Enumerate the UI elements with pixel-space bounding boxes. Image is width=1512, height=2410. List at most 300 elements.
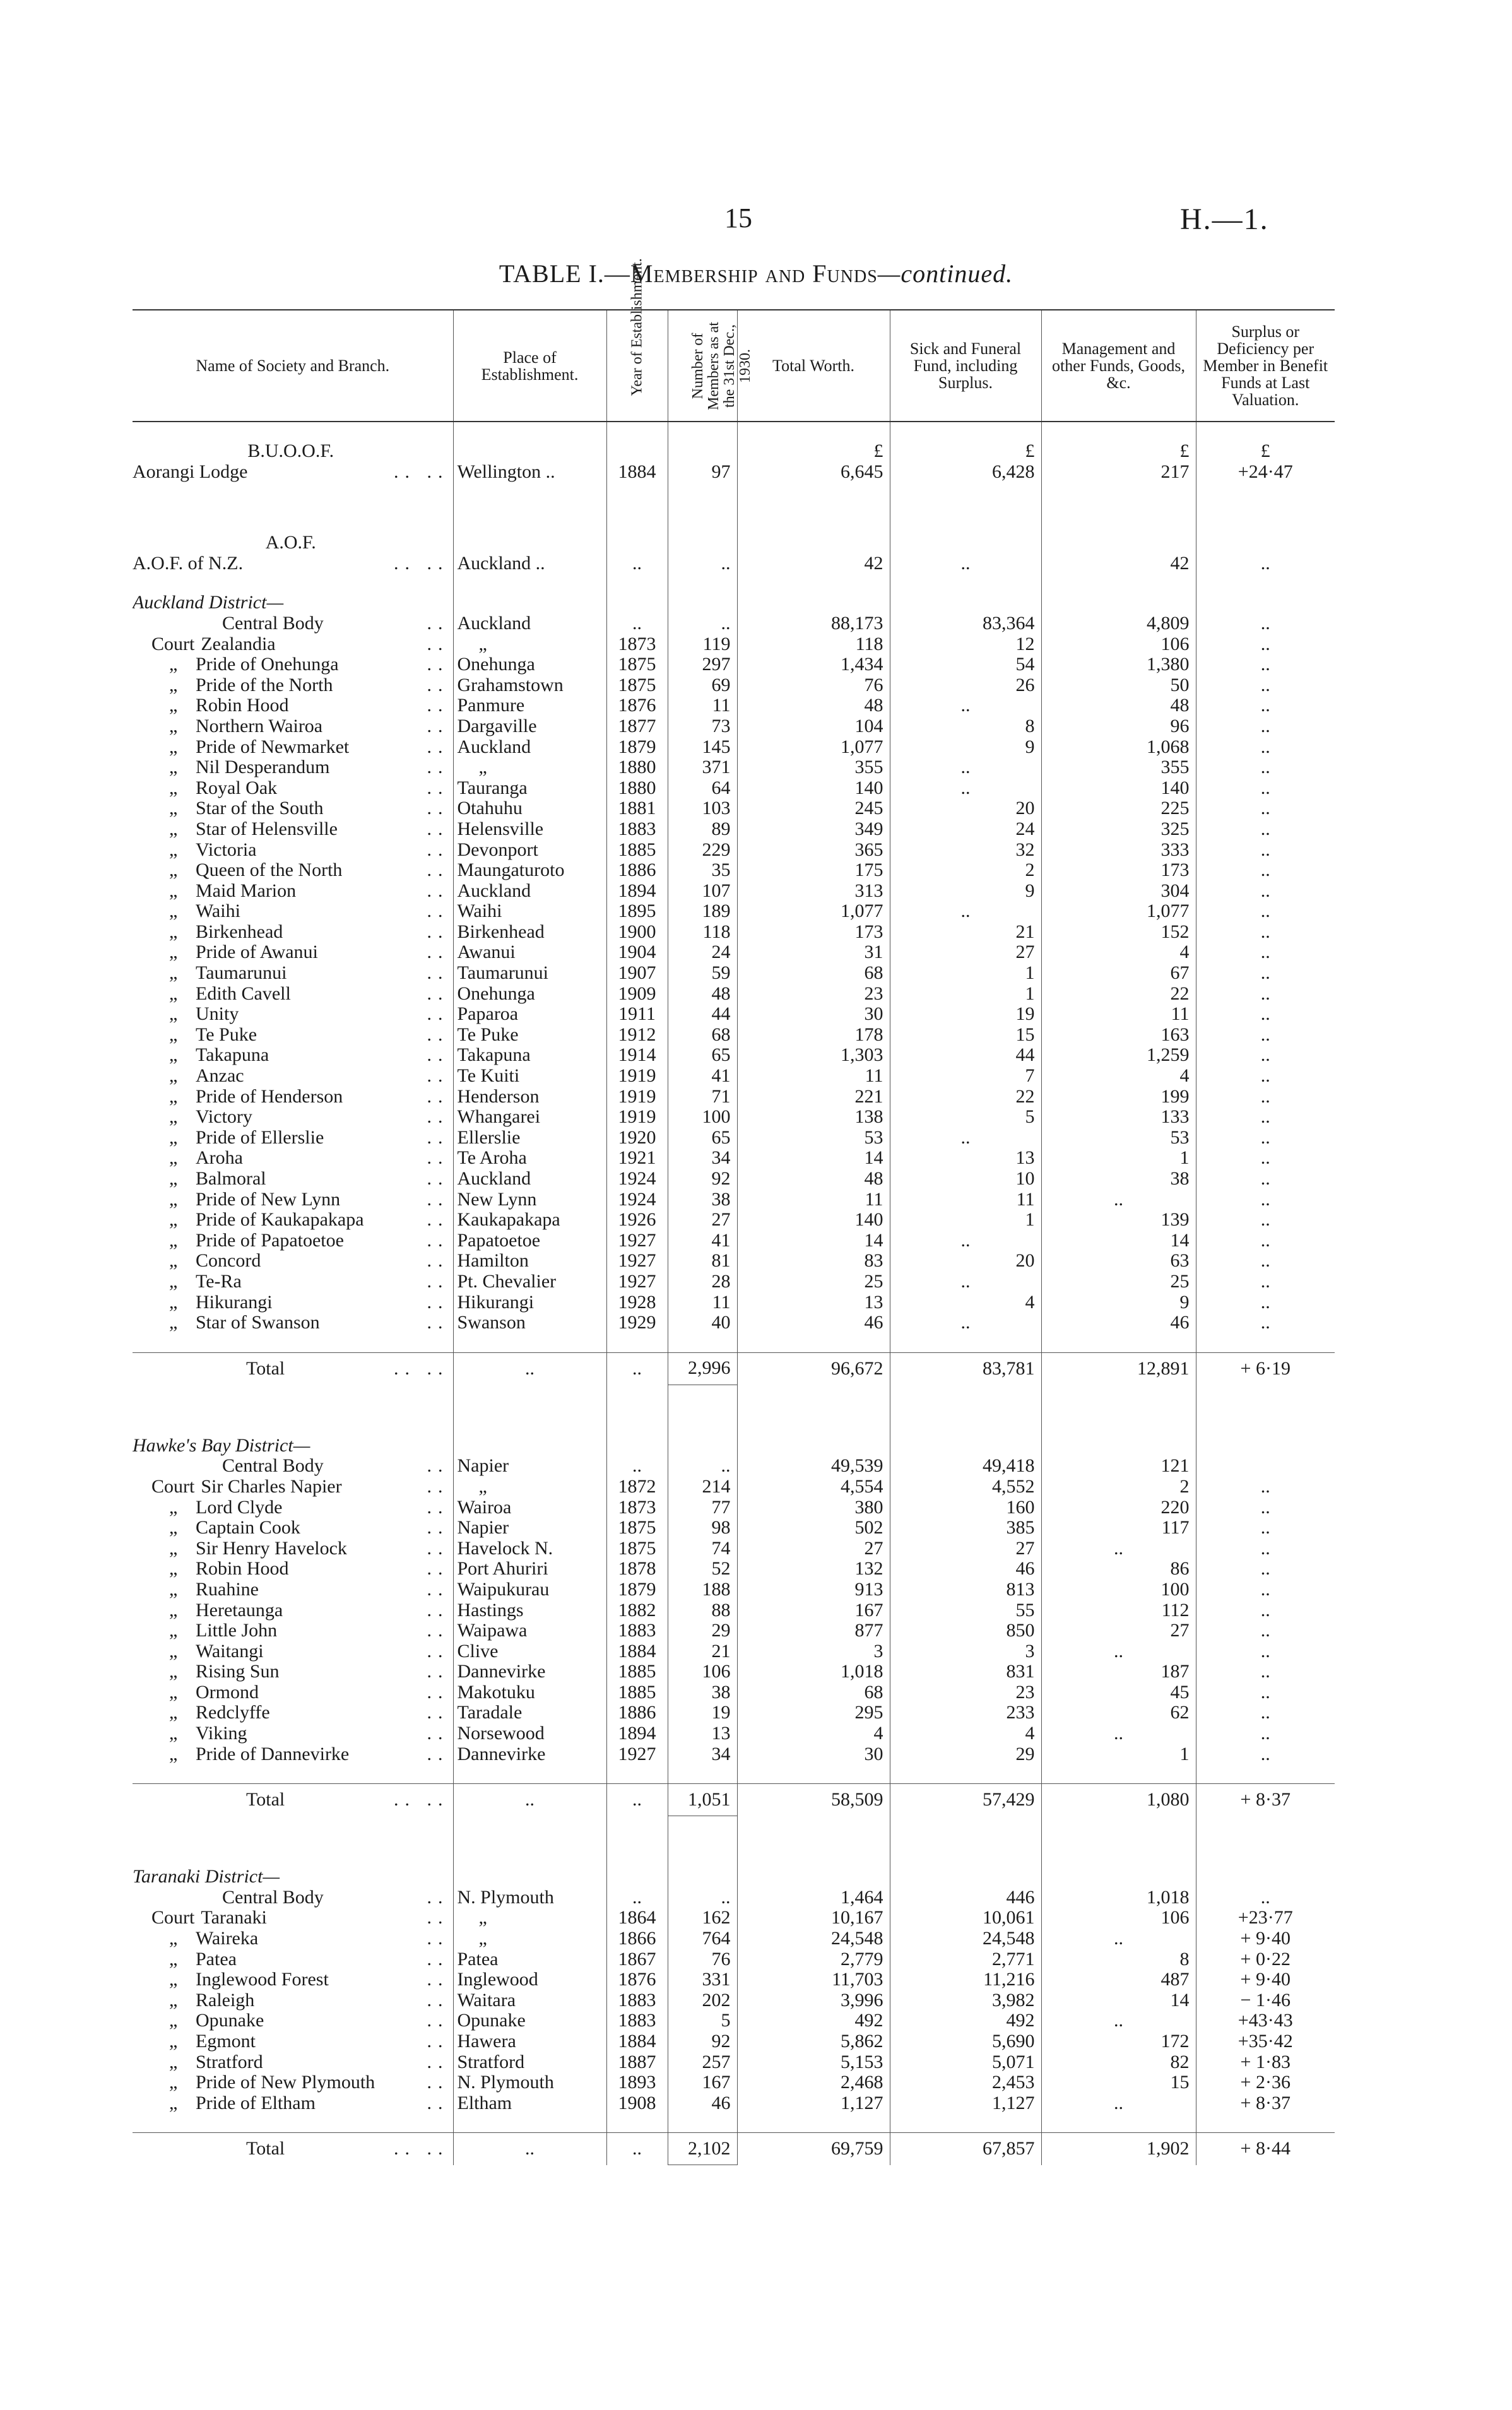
branch-name: „ Te Puke .. <box>169 1024 449 1045</box>
management-fund: 1,259 <box>1041 1045 1196 1066</box>
management-fund: 48 <box>1041 695 1196 716</box>
management-fund: .. <box>1041 1723 1196 1744</box>
year: 1907 <box>606 963 668 984</box>
table-row <box>133 1456 1335 1477</box>
table-row <box>133 1518 1335 1539</box>
year: 1908 <box>606 2093 668 2114</box>
management-fund: 4 <box>1041 1066 1196 1087</box>
branch-label: Ruahine <box>196 1579 259 1600</box>
management-fund: 112 <box>1041 1600 1196 1621</box>
document-reference: H.—1. <box>1180 203 1269 236</box>
sick-funeral-fund: 8 <box>890 716 1041 737</box>
branch-name: „ Waireka .. <box>169 1929 449 1949</box>
year: 1919 <box>606 1087 668 1108</box>
surplus: .. <box>1196 1292 1335 1313</box>
place: Tauranga <box>453 778 606 799</box>
col-header-members <box>668 310 753 422</box>
year: 1885 <box>606 1682 668 1703</box>
total-worth: 53 <box>737 1128 890 1149</box>
sick-funeral-fund: 492 <box>890 2011 1041 2031</box>
members: 92 <box>668 2031 737 2052</box>
year: 1873 <box>606 634 668 655</box>
place: Taumarunui <box>453 963 606 984</box>
branch-label: Pride of Henderson <box>196 1086 343 1107</box>
branch-label: Unity <box>196 1004 239 1025</box>
members: 74 <box>668 1539 737 1559</box>
branch-prefix: „ <box>169 1210 178 1231</box>
sick-funeral-fund: 11 <box>890 1190 1041 1210</box>
members: 35 <box>668 860 737 881</box>
branch-name: „ Te-Ra .. <box>169 1271 449 1292</box>
year: 1875 <box>606 1539 668 1559</box>
surplus: .. <box>1196 1190 1335 1210</box>
management-fund: .. <box>1041 1929 1196 1949</box>
surplus: .. <box>1196 922 1335 943</box>
branch-label: Victoria <box>196 839 257 860</box>
place: Eltham <box>453 2093 606 2114</box>
sick-funeral-fund: .. <box>890 1272 1041 1292</box>
branch-name: „ Pride of New Lynn .. <box>169 1189 449 1210</box>
place: Takapuna <box>453 1045 606 1066</box>
sick-funeral-fund: 850 <box>890 1621 1041 1641</box>
year: 1873 <box>606 1497 668 1518</box>
branch-name: „ Star of Helensville .. <box>169 818 449 839</box>
members: 21 <box>668 1641 737 1662</box>
management-fund: .. <box>1041 1641 1196 1662</box>
branch-name: Central Body .. <box>222 613 449 634</box>
branch-name: Central Body .. <box>222 1887 449 1908</box>
branch-name: „ Patea .. <box>169 1949 449 1970</box>
place: Waihi <box>453 901 606 922</box>
table-row <box>133 613 1335 634</box>
year: 1875 <box>606 675 668 696</box>
branch-prefix: „ <box>169 798 178 819</box>
branch-prefix: „ <box>169 1107 178 1128</box>
branch-label: Aroha <box>196 1148 243 1169</box>
year: 1926 <box>606 1210 668 1231</box>
table-row <box>133 1087 1335 1108</box>
branch-prefix: „ <box>169 1230 178 1251</box>
total-worth: 178 <box>737 1025 890 1046</box>
place: Panmure <box>453 695 606 716</box>
place: Auckland <box>453 881 606 902</box>
surplus: + 2·36 <box>1196 2072 1335 2093</box>
total-worth: 23 <box>737 984 890 1005</box>
place: Henderson <box>453 1087 606 1108</box>
surplus: .. <box>1196 840 1335 861</box>
branch-prefix: Court <box>151 1476 195 1497</box>
total-worth: 221 <box>737 1087 890 1108</box>
branch-prefix: „ <box>169 2093 178 2113</box>
surplus: .. <box>1196 1128 1335 1149</box>
branch-label: Inglewood Forest <box>196 1970 329 1990</box>
place: Pt. Chevalier <box>453 1272 606 1292</box>
branch-name: „ Little John .. <box>169 1621 449 1641</box>
table-row <box>133 462 1335 483</box>
sick-funeral-fund: 83,364 <box>890 613 1041 634</box>
management-fund: .. <box>1041 2011 1196 2031</box>
surplus: +23·77 <box>1196 1908 1335 1929</box>
surplus: + 9·40 <box>1196 1929 1335 1949</box>
branch-prefix: „ <box>169 1662 178 1682</box>
branch-name: „ Star of Swanson .. <box>169 1313 449 1333</box>
sick-funeral-fund: 29 <box>890 1744 1041 1765</box>
total-worth: 58,509 <box>737 1784 890 1816</box>
surplus: .. <box>1196 716 1335 737</box>
management-fund: 152 <box>1041 922 1196 943</box>
table-row <box>133 778 1335 799</box>
surplus: .. <box>1196 1497 1335 1518</box>
branch-label: Victory <box>196 1107 252 1128</box>
table-row <box>133 1190 1335 1210</box>
place: N. Plymouth <box>453 2072 606 2093</box>
branch-name: „ Aroha .. <box>169 1148 449 1169</box>
sick-funeral-fund: 10,061 <box>890 1908 1041 1929</box>
table-title-main: Membership and Funds <box>630 259 878 288</box>
branch-prefix: „ <box>169 1292 178 1313</box>
members: .. <box>668 1887 737 1908</box>
year: 1911 <box>606 1004 668 1025</box>
col-header-place: Place of Establishment. <box>453 310 606 422</box>
surplus: .. <box>1196 1682 1335 1703</box>
branch-prefix: Court <box>151 634 195 654</box>
header-row <box>133 310 1335 422</box>
year: 1885 <box>606 840 668 861</box>
table-row <box>133 1970 1335 1990</box>
total-sick-funeral-fund: 57,429 <box>890 1784 1041 1816</box>
sick-funeral-fund: 5,071 <box>890 2052 1041 2073</box>
surplus: .. <box>1196 1539 1335 1559</box>
branch-prefix: „ <box>169 983 178 1004</box>
year: 1919 <box>606 1107 668 1128</box>
surplus: .. <box>1196 1621 1335 1641</box>
branch-prefix: „ <box>169 2031 178 2052</box>
surplus: .. <box>1196 984 1335 1005</box>
year: 1928 <box>606 1292 668 1313</box>
branch-label: Anzac <box>196 1066 244 1087</box>
branch-label: Balmoral <box>196 1169 266 1189</box>
sick-funeral-fund: 26 <box>890 675 1041 696</box>
sick-funeral-fund: 1 <box>890 984 1041 1005</box>
sick-funeral-fund: 24,548 <box>890 1929 1041 1949</box>
total-worth: 49,539 <box>737 1456 890 1477</box>
branch-label: Pride of Ellerslie <box>196 1127 324 1148</box>
total-worth: 31 <box>737 942 890 963</box>
branch-name: „ Pride of Kaukapakapa .. <box>169 1210 449 1231</box>
year: 1893 <box>606 2072 668 2093</box>
management-fund: 50 <box>1041 675 1196 696</box>
surplus: .. <box>1196 675 1335 696</box>
table-row <box>133 1045 1335 1066</box>
branch-prefix: „ <box>169 1497 178 1518</box>
members: 64 <box>668 778 737 799</box>
total-worth: 355 <box>737 757 890 778</box>
table-row <box>133 634 1335 655</box>
branch-label: Te Puke <box>196 1024 257 1045</box>
place: Waipukurau <box>453 1580 606 1600</box>
sick-funeral-fund: 15 <box>890 1025 1041 1046</box>
year: 1919 <box>606 1066 668 1087</box>
branch-name: „ Pride of Onehunga .. <box>169 654 449 675</box>
branch-prefix: „ <box>169 901 178 922</box>
sick-funeral-fund: .. <box>890 695 1041 716</box>
branch-label: Sir Charles Napier <box>201 1476 342 1497</box>
table-row <box>133 1908 1335 1929</box>
management-fund: 14 <box>1041 1990 1196 2011</box>
total-sick-funeral-fund: 67,857 <box>890 2133 1041 2165</box>
management-fund: 140 <box>1041 778 1196 799</box>
members: 38 <box>668 1190 737 1210</box>
branch-label: Lord Clyde <box>196 1497 283 1518</box>
branch-name: „ Waihi .. <box>169 901 449 922</box>
members: 214 <box>668 1477 737 1497</box>
branch-prefix: „ <box>169 1518 178 1539</box>
total-worth: 11 <box>737 1190 890 1210</box>
year: 1886 <box>606 1703 668 1723</box>
place: Havelock N. <box>453 1539 606 1559</box>
management-fund: 96 <box>1041 716 1196 737</box>
branch-name: „ Nil Desperandum .. <box>169 757 449 778</box>
branch-prefix: „ <box>169 1641 178 1662</box>
management-fund: .. <box>1041 2093 1196 2114</box>
management-fund: 121 <box>1041 1456 1196 1477</box>
members: 69 <box>668 675 737 696</box>
surplus: .. <box>1196 1087 1335 1108</box>
place: Opunake <box>453 2011 606 2031</box>
branch-prefix: „ <box>169 716 178 736</box>
sick-funeral-fund: 49,418 <box>890 1456 1041 1477</box>
col-header-worth: Total Worth. <box>737 310 890 422</box>
place: Norsewood <box>453 1723 606 1744</box>
branch-name: „ Pride of Papatoetoe .. <box>169 1230 449 1251</box>
branch-label: Edith Cavell <box>196 983 291 1004</box>
surplus: .. <box>1196 881 1335 902</box>
branch-label: Star of the South <box>196 798 324 819</box>
branch-label: Central Body <box>222 1887 324 1908</box>
total-worth: 492 <box>737 2011 890 2031</box>
management-fund: 100 <box>1041 1580 1196 1600</box>
branch-label: Maid Marion <box>196 880 297 901</box>
branch-prefix: „ <box>169 1251 178 1272</box>
management-fund: 220 <box>1041 1497 1196 1518</box>
total-worth: 25 <box>737 1272 890 1292</box>
sick-funeral-fund: 9 <box>890 881 1041 902</box>
branch-name: „ Viking .. <box>169 1723 449 1744</box>
total-worth: 83 <box>737 1251 890 1272</box>
members: 100 <box>668 1107 737 1128</box>
table-row <box>133 2052 1335 2073</box>
management-fund: 355 <box>1041 757 1196 778</box>
table-row <box>133 1231 1335 1251</box>
year: 1924 <box>606 1190 668 1210</box>
table-row <box>133 963 1335 984</box>
sick-funeral-fund: 5 <box>890 1107 1041 1128</box>
branch-label: Ormond <box>196 1682 259 1703</box>
branch-label: Pride of Kaukapakapa <box>196 1210 364 1231</box>
branch-label: Viking <box>196 1723 247 1744</box>
surplus: .. <box>1196 942 1335 963</box>
surplus: .. <box>1196 798 1335 819</box>
total-worth: 6,645 <box>737 462 890 483</box>
year: 1894 <box>606 1723 668 1744</box>
sick-funeral-fund: 233 <box>890 1703 1041 1723</box>
branch-name: „ Egmont .. <box>169 2031 449 2052</box>
branch-name: „ Takapuna .. <box>169 1045 449 1066</box>
unit-pound: £ <box>1196 441 1335 462</box>
branch-label: Egmont <box>196 2031 256 2052</box>
place: Grahamstown <box>453 675 606 696</box>
branch-label: Redclyffe <box>196 1703 270 1723</box>
year: 1884 <box>606 462 668 483</box>
branch-prefix: „ <box>169 1538 178 1559</box>
members: 28 <box>668 1272 737 1292</box>
branch-prefix: „ <box>169 2072 178 2093</box>
total-worth: 118 <box>737 634 890 655</box>
table-row <box>133 2011 1335 2031</box>
total-worth: 1,127 <box>737 2093 890 2114</box>
branch-name: „ Pride of Henderson .. <box>169 1086 449 1107</box>
total-worth: 88,173 <box>737 613 890 634</box>
col-header-surplus: Surplus or Deficiency per Member in Benefit Funds at Last Valuation. <box>1196 310 1335 422</box>
year: 1885 <box>606 1662 668 1682</box>
members: 88 <box>668 1600 737 1621</box>
branch-label: Little John <box>196 1621 278 1641</box>
branch-label: Pride of Onehunga <box>196 654 339 675</box>
branch-prefix: „ <box>169 736 178 757</box>
total-worth: 13 <box>737 1292 890 1313</box>
total-worth: 1,077 <box>737 901 890 922</box>
place: „ <box>453 757 606 778</box>
total-worth: 140 <box>737 778 890 799</box>
members: 189 <box>668 901 737 922</box>
total-surplus: + 8·44 <box>1196 2133 1335 2165</box>
year: 1927 <box>606 1251 668 1272</box>
sick-funeral-fund: 23 <box>890 1682 1041 1703</box>
management-fund: 11 <box>1041 1004 1196 1025</box>
place: Helensville <box>453 819 606 840</box>
table-row <box>133 1744 1335 1765</box>
branch-prefix: „ <box>169 2011 178 2031</box>
surplus: .. <box>1196 553 1335 574</box>
sick-funeral-fund: 1,127 <box>890 2093 1041 2114</box>
branch-prefix: „ <box>169 942 178 963</box>
branch-prefix: „ <box>169 2052 178 2072</box>
total-worth: 96,672 <box>737 1352 890 1385</box>
surplus: +43·43 <box>1196 2011 1335 2031</box>
year: 1881 <box>606 798 668 819</box>
branch-prefix: „ <box>169 1703 178 1723</box>
place: Whangarei <box>453 1107 606 1128</box>
table-row <box>133 654 1335 675</box>
place: Dannevirke <box>453 1744 606 1765</box>
branch-name: „ Redclyffe .. <box>169 1703 449 1723</box>
management-fund: 82 <box>1041 2052 1196 2073</box>
management-fund: 86 <box>1041 1559 1196 1580</box>
sick-funeral-fund: 7 <box>890 1066 1041 1087</box>
members: 29 <box>668 1621 737 1641</box>
members: 188 <box>668 1580 737 1600</box>
branch-prefix: „ <box>169 1579 178 1600</box>
sick-funeral-fund: 54 <box>890 654 1041 675</box>
total-worth: 1,077 <box>737 737 890 758</box>
branch-label: Taumarunui <box>196 963 287 984</box>
members: 167 <box>668 2072 737 2093</box>
year: 1884 <box>606 1641 668 1662</box>
surplus: .. <box>1196 1169 1335 1190</box>
year: 1867 <box>606 1949 668 1970</box>
branch-prefix: „ <box>169 675 178 695</box>
year: .. <box>606 1887 668 1908</box>
surplus: .. <box>1196 654 1335 675</box>
branch-label: Captain Cook <box>196 1518 300 1539</box>
surplus: .. <box>1196 1518 1335 1539</box>
surplus: .. <box>1196 1744 1335 1765</box>
branch-name: „ Northern Wairoa .. <box>169 716 449 736</box>
branch-name: „ Raleigh .. <box>169 1990 449 2011</box>
place: Patea <box>453 1949 606 1970</box>
sick-funeral-fund: 12 <box>890 634 1041 655</box>
surplus: .. <box>1196 1477 1335 1497</box>
sick-funeral-fund: 2,453 <box>890 2072 1041 2093</box>
place: Awanui <box>453 942 606 963</box>
district-heading-row <box>133 1867 1335 1887</box>
sick-funeral-fund: 2 <box>890 860 1041 881</box>
branch-prefix: „ <box>169 1970 178 1990</box>
table-row <box>133 737 1335 758</box>
year: 1883 <box>606 2011 668 2031</box>
management-fund: .. <box>1041 1539 1196 1559</box>
total-label: Total .. .. <box>133 1784 453 1816</box>
branch-name: Aorangi Lodge .. .. <box>133 461 449 482</box>
members: .. <box>668 1456 737 1477</box>
sick-funeral-fund: .. <box>890 901 1041 922</box>
branch-prefix: „ <box>169 1600 178 1621</box>
total-management-fund: 1,902 <box>1041 2133 1196 2165</box>
place: Auckland <box>453 613 606 634</box>
total-worth: 349 <box>737 819 890 840</box>
year: 1878 <box>606 1559 668 1580</box>
place: Dannevirke <box>453 1662 606 1682</box>
management-fund: 53 <box>1041 1128 1196 1149</box>
table-row <box>133 1887 1335 1908</box>
members: 106 <box>668 1662 737 1682</box>
society-heading-row <box>133 533 1335 553</box>
total-worth: 913 <box>737 1580 890 1600</box>
management-fund: 139 <box>1041 1210 1196 1231</box>
branch-name: „ Birkenhead .. <box>169 921 449 942</box>
members: .. <box>668 613 737 634</box>
total-worth: 167 <box>737 1600 890 1621</box>
table-row <box>133 2072 1335 2093</box>
branch-label: Concord <box>196 1251 261 1272</box>
table-row <box>133 695 1335 716</box>
total-worth: 877 <box>737 1621 890 1641</box>
members: 13 <box>668 1723 737 1744</box>
members: 48 <box>668 984 737 1005</box>
branch-prefix: „ <box>169 1086 178 1107</box>
management-fund: 62 <box>1041 1703 1196 1723</box>
management-fund: 38 <box>1041 1169 1196 1190</box>
branch-prefix: „ <box>169 1929 178 1949</box>
branch-name: „ Queen of the North .. <box>169 860 449 881</box>
management-fund: 163 <box>1041 1025 1196 1046</box>
year: 1900 <box>606 922 668 943</box>
surplus: .. <box>1196 901 1335 922</box>
society-heading-row <box>133 441 1335 462</box>
surplus: .. <box>1196 695 1335 716</box>
surplus: +24·47 <box>1196 462 1335 483</box>
col-header-members-text: Number of Members as at the 31st Dec., 1930. <box>689 321 753 410</box>
